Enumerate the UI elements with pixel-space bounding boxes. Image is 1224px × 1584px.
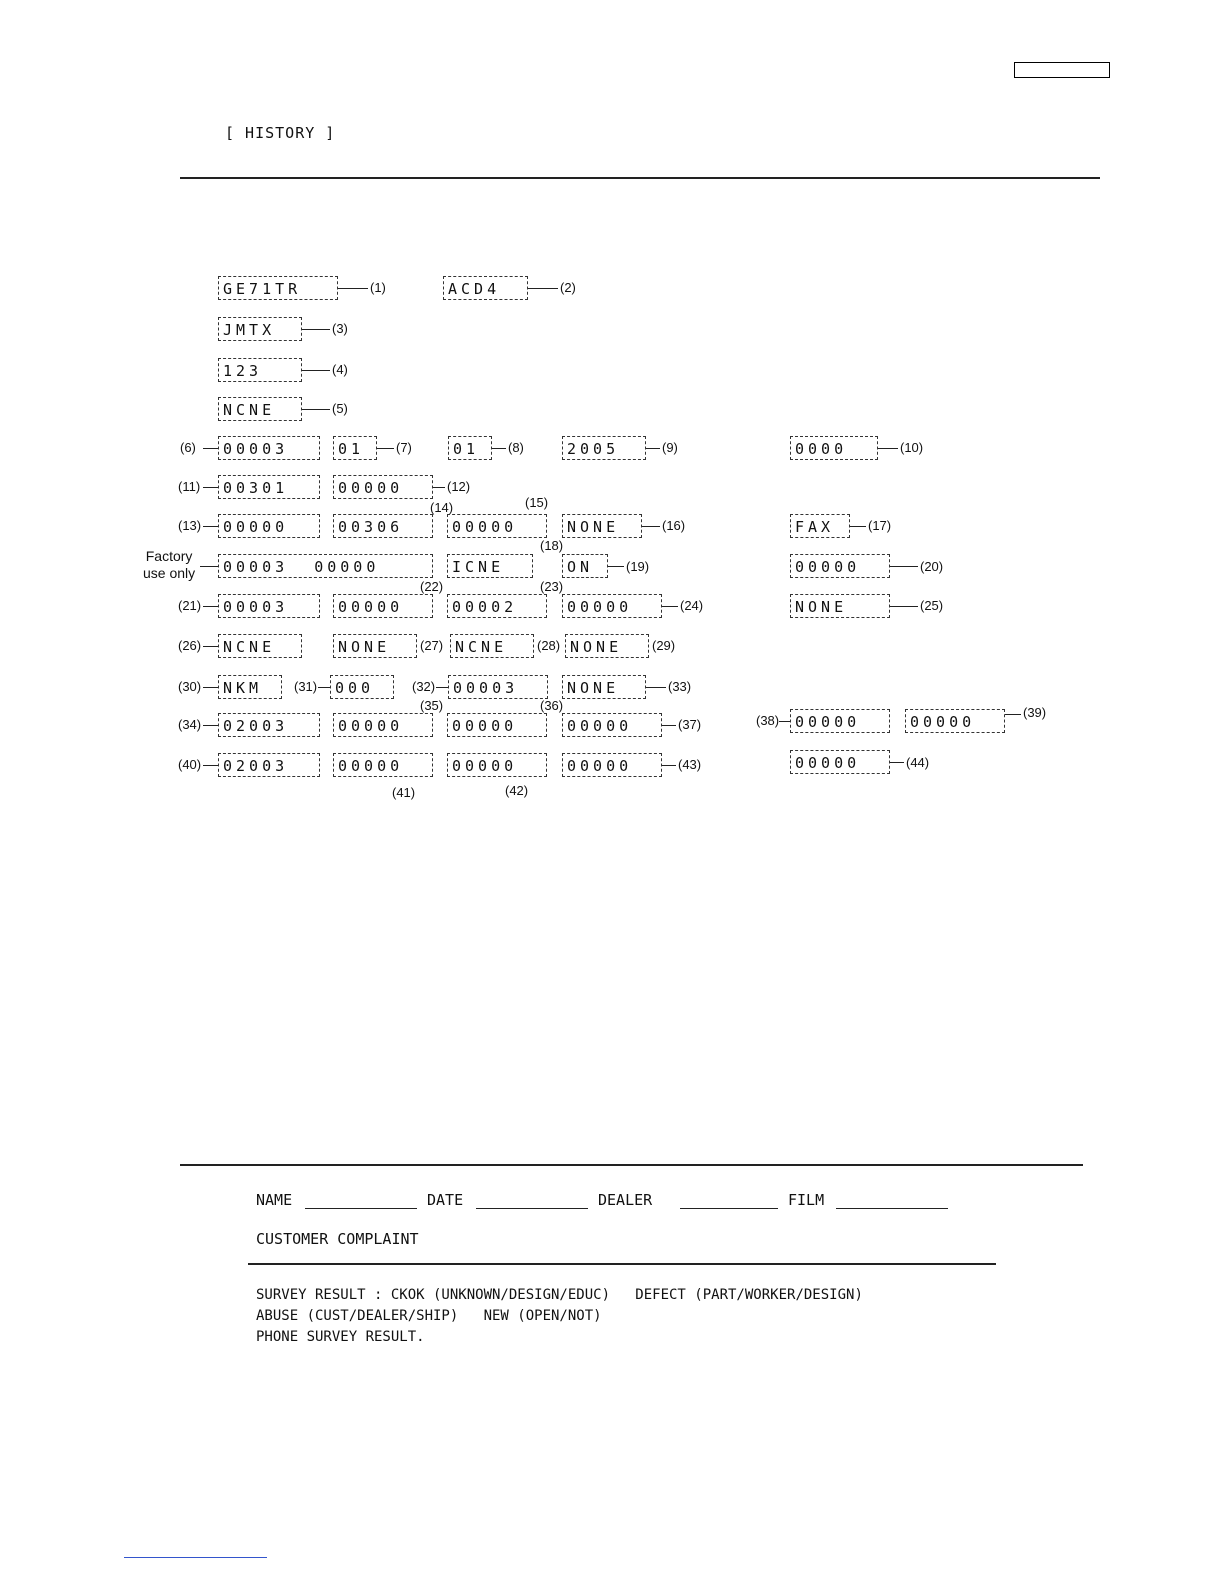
- leader-8: [492, 448, 506, 449]
- leader-39: [1005, 714, 1021, 715]
- callout-26: (26): [178, 638, 202, 653]
- field-43: 00000: [562, 753, 662, 777]
- callout-24: (24): [680, 598, 704, 613]
- field-6: 00003: [218, 436, 320, 460]
- callout-38: (38): [756, 713, 780, 728]
- field-12: 00000: [333, 475, 433, 499]
- callout-1: (1): [370, 280, 386, 295]
- leader-11: [203, 487, 218, 488]
- callout-31: (31): [294, 679, 318, 694]
- callout-39: (39): [1023, 705, 1047, 720]
- callout-3: (3): [332, 321, 348, 336]
- film-label: FILM: [788, 1191, 825, 1209]
- field-18: ICNE: [447, 554, 533, 578]
- leader-7: [377, 448, 394, 449]
- callout-33: (33): [668, 679, 692, 694]
- field-27: NONE: [333, 634, 417, 658]
- leader-4: [302, 370, 330, 371]
- leader-34: [203, 725, 218, 726]
- callout-9: (9): [662, 440, 678, 455]
- leader-26: [203, 646, 218, 647]
- name-label: NAME: [256, 1191, 293, 1209]
- field-29: NONE: [565, 634, 649, 658]
- factory-use-only-note: [143, 548, 195, 582]
- field-44: 00000: [790, 750, 890, 774]
- field-18a: 00003 00000: [218, 554, 433, 578]
- callout-18: (18): [540, 538, 564, 553]
- leader-25: [890, 606, 918, 607]
- leader-31: [318, 687, 330, 688]
- callout-12: (12): [447, 479, 471, 494]
- leader-24: [662, 606, 678, 607]
- callout-30: (30): [178, 679, 202, 694]
- top-rule: [180, 177, 1100, 179]
- field-16: NONE: [562, 514, 642, 538]
- field-24: 00000: [562, 594, 662, 618]
- abuse-new-line: ABUSE (CUST/DEALER/SHIP) NEW (OPEN/NOT): [256, 1308, 602, 1324]
- field-7: 01: [333, 436, 377, 460]
- callout-23: (23): [540, 579, 564, 594]
- field-28: NCNE: [450, 634, 534, 658]
- callout-22: (22): [420, 579, 444, 594]
- page-number-box: [1014, 62, 1110, 78]
- field-41: 00000: [333, 753, 433, 777]
- dealer-label: DEALER: [598, 1191, 653, 1209]
- leader-16: [642, 526, 660, 527]
- callout-17: (17): [868, 518, 892, 533]
- callout-36: (36): [540, 698, 564, 713]
- leader-43: [662, 765, 676, 766]
- callout-43: (43): [678, 757, 702, 772]
- callout-34: (34): [178, 717, 202, 732]
- callout-29: (29): [652, 638, 676, 653]
- field-34: 02003: [218, 713, 320, 737]
- leader-12: [433, 487, 445, 488]
- field-30: NKM: [218, 675, 282, 699]
- field-20: 00000: [790, 554, 890, 578]
- callout-7: (7): [396, 440, 412, 455]
- name-blank[interactable]: [305, 1208, 417, 1209]
- callout-4: (4): [332, 362, 348, 377]
- field-17: FAX: [790, 514, 850, 538]
- field-42: 00000: [447, 753, 547, 777]
- callout-16: (16): [662, 518, 686, 533]
- leader-38: [779, 721, 790, 722]
- factory-note-line2: use only: [143, 565, 196, 581]
- field-32: 00003: [448, 675, 548, 699]
- field-5: NCNE: [218, 397, 302, 421]
- callout-13: (13): [178, 518, 202, 533]
- leader-20: [890, 566, 918, 567]
- callout-21: (21): [178, 598, 202, 613]
- callout-28: (28): [537, 638, 561, 653]
- callout-41: (41): [392, 785, 416, 800]
- field-13: 00000: [218, 514, 320, 538]
- callout-37: (37): [678, 717, 702, 732]
- phone-survey-line: PHONE SURVEY RESULT.: [256, 1329, 425, 1345]
- field-21: 00003: [218, 594, 320, 618]
- field-11: 00301: [218, 475, 320, 499]
- field-40: 02003: [218, 753, 320, 777]
- leader-10: [878, 448, 898, 449]
- leader-6: [203, 448, 218, 449]
- survey-result-line: SURVEY RESULT : CKOK (UNKNOWN/DESIGN/EDUC) DEFECT (PART/WORKER/DESIGN): [256, 1287, 863, 1303]
- callout-25: (25): [920, 598, 944, 613]
- leader-44: [890, 762, 904, 763]
- field-33: NONE: [562, 675, 646, 699]
- callout-14: (14): [430, 500, 454, 515]
- field-3: JMTX: [218, 317, 302, 341]
- customer-complaint-label: CUSTOMER COMPLAINT: [256, 1230, 419, 1248]
- date-label: DATE: [427, 1191, 464, 1209]
- leader-2: [528, 288, 558, 289]
- leader-19: [608, 566, 624, 567]
- callout-35: (35): [420, 698, 444, 713]
- leader-13: [203, 526, 218, 527]
- leader-30: [203, 687, 218, 688]
- bottom-link-underline[interactable]: [124, 1557, 267, 1558]
- callout-8: (8): [508, 440, 524, 455]
- leader-33: [646, 687, 666, 688]
- callout-11: (11): [178, 479, 201, 494]
- callout-42: (42): [505, 783, 529, 798]
- dealer-blank[interactable]: [680, 1208, 778, 1209]
- callout-15: (15): [525, 495, 549, 510]
- callout-40: (40): [178, 757, 202, 772]
- field-37: 00000: [562, 713, 662, 737]
- callout-2: (2): [560, 280, 576, 295]
- callout-32: (32): [412, 679, 436, 694]
- field-22: 00000: [333, 594, 433, 618]
- section-title: [ HISTORY ]: [225, 124, 336, 142]
- field-39: 00000: [905, 709, 1005, 733]
- callout-6: (6): [180, 440, 196, 455]
- callout-20: (20): [920, 559, 944, 574]
- complaint-rule: [248, 1263, 996, 1265]
- callout-44: (44): [906, 755, 930, 770]
- field-1: GE71TR: [218, 276, 338, 300]
- callout-27: (27): [420, 638, 444, 653]
- field-35: 00000: [333, 713, 433, 737]
- leader-9: [646, 448, 660, 449]
- footer-top-rule: [180, 1164, 1083, 1166]
- field-15: 00000: [447, 514, 547, 538]
- field-23: 00002: [447, 594, 547, 618]
- field-8: 01: [448, 436, 492, 460]
- factory-note-line1: Factory: [145, 548, 193, 564]
- field-38: 00000: [790, 709, 890, 733]
- leader-1: [338, 288, 368, 289]
- field-2: ACD4: [443, 276, 528, 300]
- field-19: ON: [562, 554, 608, 578]
- leader-3: [302, 329, 330, 330]
- field-9: 2005: [562, 436, 646, 460]
- leader-18a: [200, 566, 218, 567]
- callout-19: (19): [626, 559, 650, 574]
- leader-17: [850, 526, 866, 527]
- film-blank[interactable]: [836, 1208, 948, 1209]
- leader-5: [302, 409, 330, 410]
- field-25: NONE: [790, 594, 890, 618]
- field-14: 00306: [333, 514, 433, 538]
- date-blank[interactable]: [476, 1208, 588, 1209]
- field-36: 00000: [447, 713, 547, 737]
- field-10: 0000: [790, 436, 878, 460]
- leader-37: [662, 725, 676, 726]
- field-31: 000: [330, 675, 394, 699]
- leader-32: [436, 687, 448, 688]
- field-4: 123: [218, 358, 302, 382]
- leader-21: [203, 606, 218, 607]
- leader-40: [203, 765, 218, 766]
- field-26: NCNE: [218, 634, 302, 658]
- callout-10: (10): [900, 440, 924, 455]
- callout-5: (5): [332, 401, 348, 416]
